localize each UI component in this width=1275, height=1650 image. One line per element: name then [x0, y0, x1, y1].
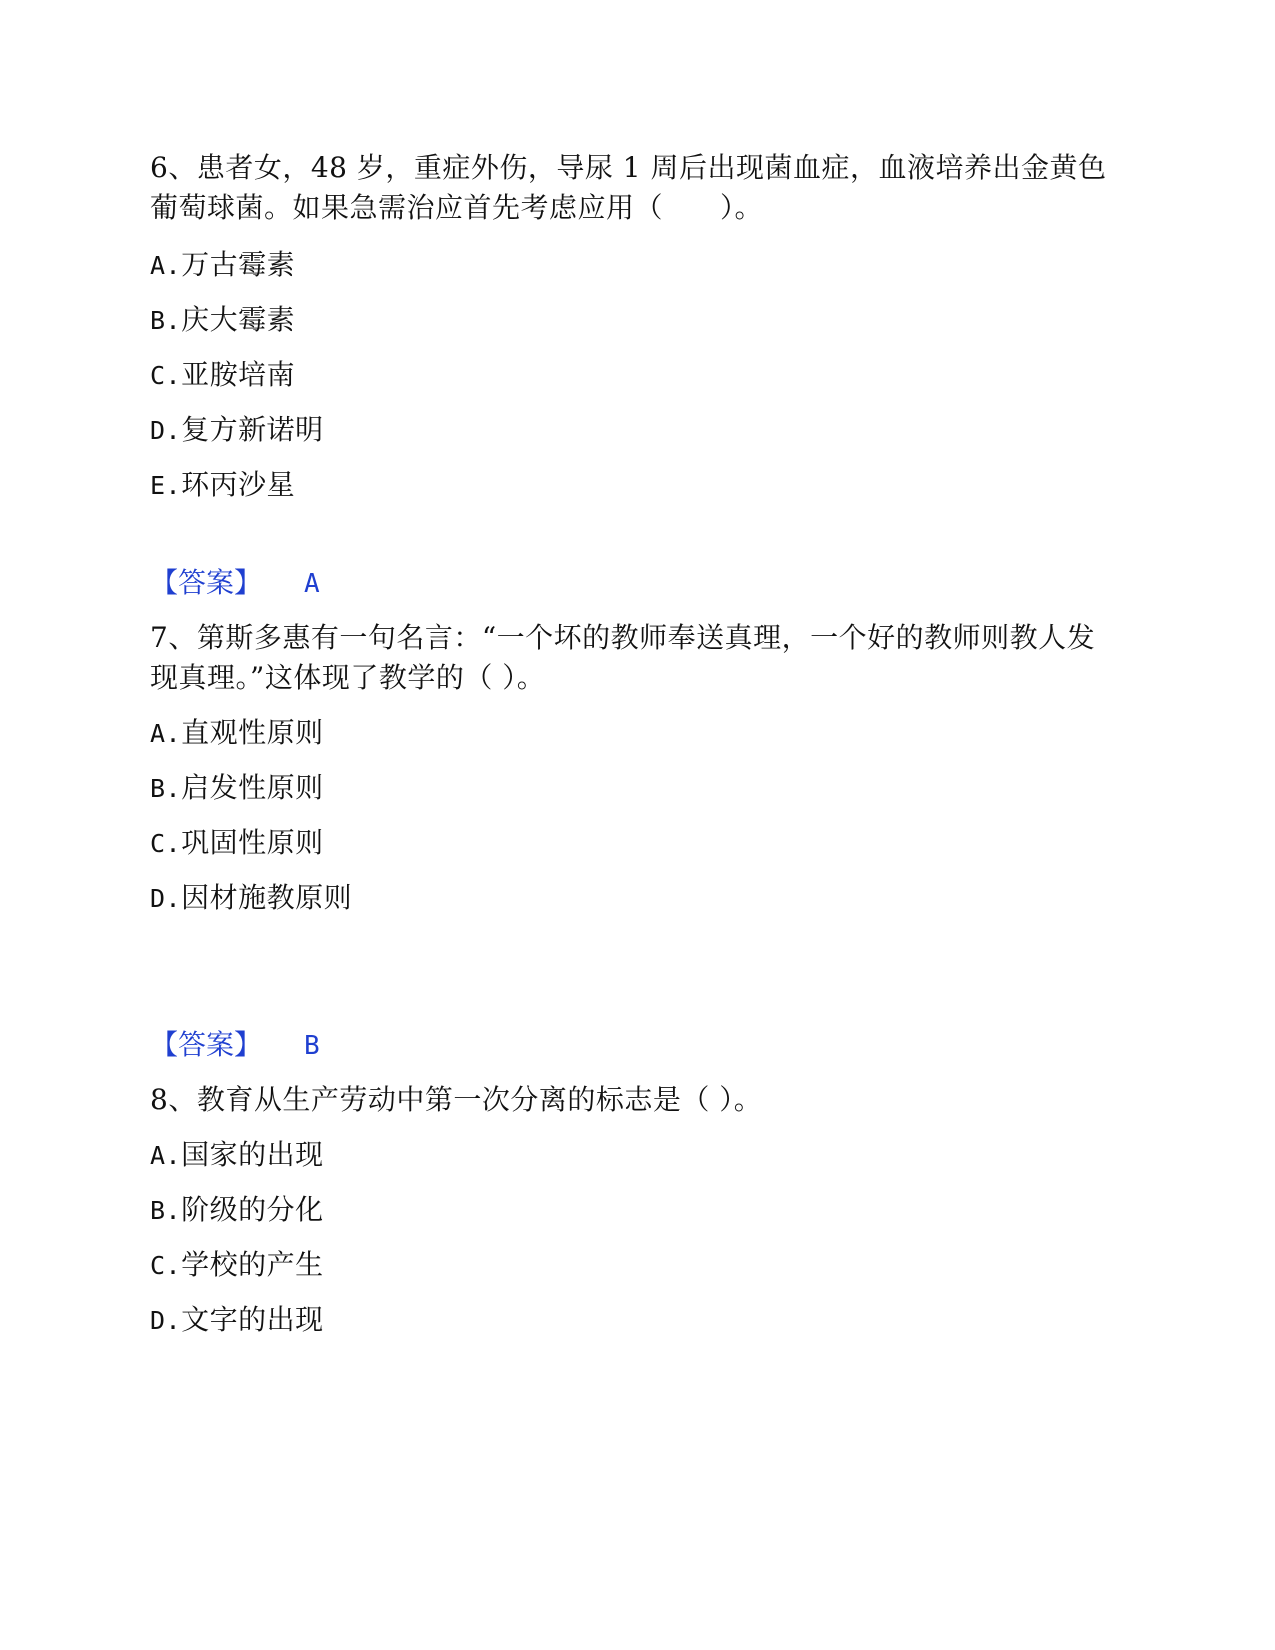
option-text: 直观性原则 [181, 716, 324, 749]
answer-label: 【答案】 [150, 566, 263, 599]
answer-value: B [304, 1031, 320, 1061]
question-8-option-b [150, 1190, 324, 1231]
option-letter: C. [150, 361, 182, 390]
option-text: 因材施教原则 [181, 881, 353, 914]
option-text: 复方新诺明 [181, 413, 324, 446]
question-6-stem-line-2: 葡萄球菌。如果急需治应首先考虑应用（ ）。 [150, 191, 764, 224]
option-letter: B. [150, 306, 182, 335]
answer-label: 【答案】 [150, 1028, 263, 1061]
question-8-option-d [150, 1300, 324, 1341]
question-6-answer [150, 563, 320, 604]
question-6-stem-line-1: 6、患者女，48 岁，重症外伤，导尿 1 周后出现菌血症，血液培养出金黄色 [150, 151, 1107, 184]
option-letter: D. [150, 1306, 182, 1335]
question-7-option-a [150, 713, 324, 754]
option-letter: D. [150, 416, 182, 445]
option-letter: B. [150, 774, 182, 803]
question-6-option-e [150, 465, 295, 506]
option-text: 环丙沙星 [181, 468, 296, 501]
option-text: 学校的产生 [181, 1248, 324, 1281]
question-8-stem-line-1: 8、教育从生产劳动中第一次分离的标志是（ ）。 [150, 1083, 763, 1116]
option-letter: E. [150, 471, 182, 500]
option-letter: B. [150, 1196, 182, 1225]
option-text: 阶级的分化 [181, 1193, 324, 1226]
question-7-answer [150, 1025, 320, 1066]
question-6-option-d [150, 410, 324, 451]
question-7-stem-line-2: 现真理。”这体现了教学的（ ）。 [150, 661, 546, 694]
question-7-option-d [150, 878, 352, 919]
option-text: 启发性原则 [181, 771, 324, 804]
question-8-option-c [150, 1245, 324, 1286]
option-text: 庆大霉素 [181, 303, 296, 336]
option-text: 万古霉素 [181, 248, 296, 281]
option-letter: A. [150, 251, 182, 280]
option-text: 国家的出现 [181, 1138, 324, 1171]
option-letter: A. [150, 1141, 182, 1170]
question-7-option-b [150, 768, 324, 809]
option-letter: A. [150, 719, 182, 748]
option-letter: C. [150, 829, 182, 858]
question-6-option-a [150, 245, 295, 286]
answer-value: A [304, 569, 320, 599]
option-letter: D. [150, 884, 182, 913]
option-text: 巩固性原则 [181, 826, 324, 859]
option-text: 亚胺培南 [181, 358, 296, 391]
option-text: 文字的出现 [181, 1303, 324, 1336]
question-6-option-b [150, 300, 295, 341]
question-7-option-c [150, 823, 324, 864]
option-letter: C. [150, 1251, 182, 1280]
question-8-option-a [150, 1135, 324, 1176]
question-7-stem-line-1: 7、第斯多惠有一句名言：“一个坏的教师奉送真理，一个好的教师则教人发 [150, 621, 1096, 654]
question-6-option-c [150, 355, 295, 396]
